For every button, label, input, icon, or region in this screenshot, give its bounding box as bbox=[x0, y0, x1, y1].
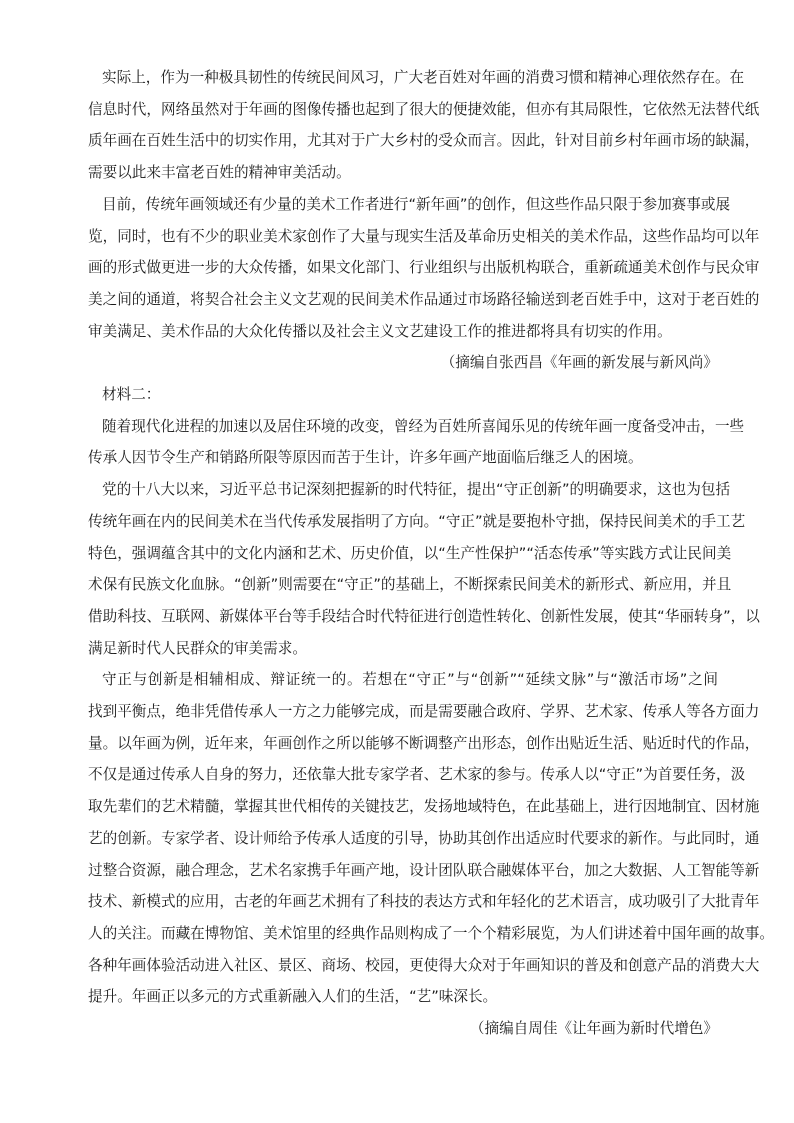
paragraph-line: 满足新时代人民群众的审美需求。 bbox=[88, 639, 307, 657]
material-two-label: 材料二： bbox=[102, 386, 161, 404]
paragraph-line: 艺的创新。专家学者、设计师给予传承人适度的引导，协助其创作出适应时代要求的新作。与此同时，通 bbox=[88, 829, 760, 847]
paragraph-line: 目前，传统年画领域还有少量的美术工作者进行“新年画”的创作，但这些作品只限于参加赛事或展 bbox=[102, 195, 731, 213]
paragraph-line: 信息时代，网络虽然对于年画的图像传播也起到了很大的便捷效能，但亦有其局限性，它依然无法替代纸 bbox=[88, 100, 760, 118]
paragraph-line: 术保有民族文化血脉。“创新”则需要在“守正”的基础上，不断探索民间美术的新形式、新应用，并且 bbox=[88, 576, 732, 594]
source-citation-1: （摘编自张西昌《年画的新发展与新风尚》 bbox=[440, 354, 718, 372]
material-one-body bbox=[88, 62, 760, 347]
paragraph-line: 找到平衡点，绝非凭借传承人一方之力能够完成，而是需要融合政府、学界、艺术家、传承人等各方面力 bbox=[88, 703, 760, 721]
paragraph-line: 需要以此来丰富老百姓的精神审美活动。 bbox=[88, 164, 351, 182]
paragraph-line: 守正与创新是相辅相成、辩证统一的。若想在“守正”与“创新”“延续文脉”与“激活市场”之间 bbox=[102, 671, 718, 689]
paragraph-line: 过整合资源，融合理念，艺术名家携手年画产地，设计团队联合融媒体平台，加之大数据、人工智能等新 bbox=[88, 861, 760, 879]
paragraph-line: 实际上，作为一种极具韧性的传统民间风习，广大老百姓对年画的消费习惯和精神心理依然存在。在 bbox=[102, 69, 745, 86]
paragraph bbox=[88, 474, 760, 664]
paragraph-line: 随着现代化进程的加速以及居住环境的改变，曾经为百姓所喜闻乐见的传统年画一度备受冲击，一些 bbox=[102, 417, 745, 435]
paragraph-line: 量。以年画为例，近年来，年画创作之所以能够不断调整产出形态，创作出贴近生活、贴近时代的作品， bbox=[88, 734, 760, 752]
paragraph-line: 传承人因节令生产和销路所限等原因而苦于生计，许多年画产地面临后继乏人的困境。 bbox=[88, 449, 643, 467]
paragraph-line: 审美满足、美术作品的大众化传播以及社会主义文艺建设工作的推进都将具有切实的作用。 bbox=[88, 322, 672, 340]
material-two-body bbox=[88, 411, 774, 1013]
paragraph-line: 各种年画体验活动进入社区、景区、商场、校园，更使得大众对于年画知识的普及和创意产品的消费大大 bbox=[88, 956, 760, 974]
source-citation-2: （摘编自周佳《让年画为新时代增色》 bbox=[469, 1020, 718, 1038]
paragraph-line: 党的十八大以来，习近平总书记深刻把握新的时代特征，提出“守正创新”的明确要求，这也为包括 bbox=[102, 481, 731, 499]
paragraph-line: 借助科技、互联网、新媒体平台等手段结合时代特征进行创造性转化、创新性发展，使其“华丽转身”，以 bbox=[88, 607, 760, 625]
paragraph-line: 不仅是通过传承人自身的努力，还依靠大批专家学者、艺术家的参与。传承人以“守正”为首要任务，汲 bbox=[88, 766, 746, 784]
paragraph-line: 览，同时，也有不少的职业美术家创作了大量与现实生活及革命历史相关的美术作品，这些作品均可以年 bbox=[88, 227, 760, 245]
paragraph bbox=[88, 411, 745, 474]
paragraph bbox=[88, 664, 774, 1013]
paragraph-line: 美之间的通道，将契合社会主义文艺观的民间美术作品通过市场路径输送到老百姓手中，这对于老百姓的 bbox=[88, 290, 760, 308]
paragraph-line: 人的关注。而藏在博物馆、美术馆里的经典作品则构成了一个个精彩展览，为人们讲述着中国年画的故事。 bbox=[88, 924, 774, 942]
paragraph bbox=[88, 189, 760, 348]
paragraph-line: 质年画在百姓生活中的切实作用，尤其对于广大乡村的受众而言。因此，针对目前乡村年画市场的缺漏， bbox=[88, 132, 760, 150]
paragraph-line: 特色，强调蕴含其中的文化内涵和艺术、历史价值，以“生产性保护”“活态传承”等实践方式让民间美 bbox=[88, 544, 732, 562]
paragraph-line: 画的形式做更进一步的大众传播，如果文化部门、行业组织与出版机构联合，重新疏通美术创作与民众审 bbox=[88, 259, 760, 277]
paragraph-line: 取先辈们的艺术精髓，掌握其世代相传的关键技艺，发扬地域特色，在此基础上，进行因地制宜、因材施 bbox=[88, 798, 760, 816]
paragraph-line: 传统年画在内的民间美术在当代传承发展指明了方向。“守正”就是要抱朴守拙，保持民间美术的手工艺 bbox=[88, 512, 746, 530]
paragraph-line: 提升。年画正以多元的方式重新融入人们的生活，“艺”味深长。 bbox=[88, 988, 498, 1006]
paragraph-line: 技术、新模式的应用，古老的年画艺术拥有了科技的表达方式和年轻化的艺术语言，成功吸引了大批青年 bbox=[88, 893, 760, 911]
paragraph bbox=[88, 62, 760, 189]
document-page bbox=[88, 62, 774, 1045]
